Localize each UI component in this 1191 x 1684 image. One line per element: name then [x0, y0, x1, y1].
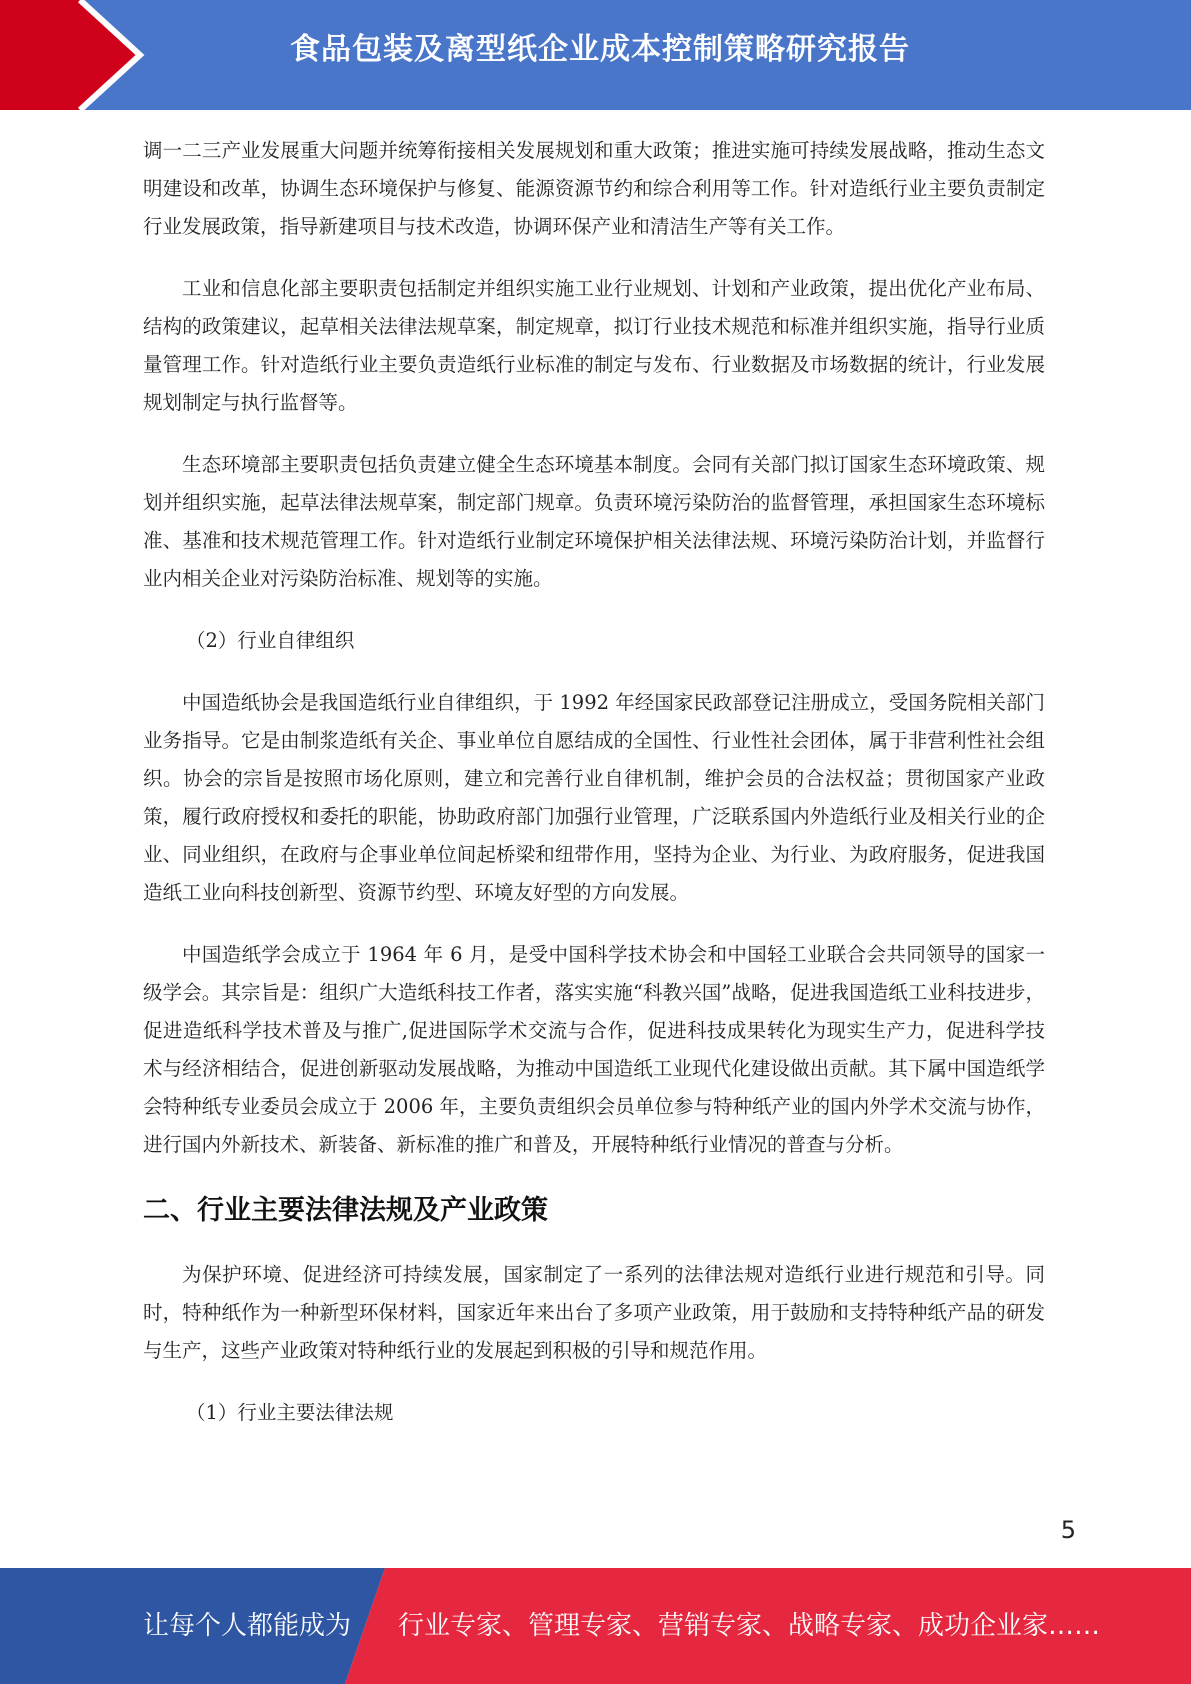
page-header	[0, 0, 1191, 110]
footer-slogan-left: 让每个人都能成为	[143, 1611, 352, 1641]
header-chevron-decoration	[0, 0, 160, 110]
footer-slogan-right: 行业专家、管理专家、营销专家、战略专家、成功企业家……	[398, 1611, 1101, 1641]
subheading-main-laws: （1）行业主要法律法规	[186, 1401, 394, 1424]
section-heading-laws-policies: 二、行业主要法律法规及产业政策	[143, 1195, 548, 1226]
paragraph-mee: 生态环境部主要职责包括负责建立健全生态环境基本制度。会同有关部门拟订国家生态环境政策、规划并组织实施，起草法律法规草案，制定部门规章。负责环境污染防治的监督管理，承担国家生态环境标准、基准和技术规范管理工作。针对造纸行业制定环境保护相关法律法规、环境污染防治计划，并监督行业内相关企业对污染防治标准、规划等的实施。	[143, 453, 1045, 590]
paragraph-paper-society: 中国造纸学会成立于 1964 年 6 月，是受中国科学技术协会和中国轻工业联合会共同领导的国家一级学会。其宗旨是：组织广大造纸科技工作者，落实实施“科教兴国”战略，促进我国造纸工业科技进步，促进造纸科学技术普及与推广,促进国际学术交流与合作，促进科技成果转化为现实生产力，促进科学技术与经济相结合，促进创新驱动发展战略，为推动中国造纸工业现代化建设做出贡献。其下属中国造纸学会特种纸专业委员会成立于 2006 年，主要负责组织会员单位参与特种纸产业的国内外学术交流与协作，进行国内外新技术、新装备、新标准的推广和普及，开展特种纸行业情况的普查与分析。	[143, 943, 1045, 1156]
page-number: 5	[1060, 1516, 1076, 1544]
subheading-self-regulatory-orgs: （2）行业自律组织	[186, 629, 355, 652]
document-body	[143, 132, 1045, 1456]
paragraph-ndrc: 调一二三产业发展重大问题并统筹衔接相关发展规划和重大政策；推进实施可持续发展战略，推动生态文明建设和改革，协调生态环境保护与修复、能源资源节约和综合利用等工作。针对造纸行业主要负责制定行业发展政策，指导新建项目与技术改造，协调环保产业和清洁生产等有关工作。	[143, 139, 1045, 238]
paragraph-miit: 工业和信息化部主要职责包括制定并组织实施工业行业规划、计划和产业政策，提出优化产业布局、结构的政策建议，起草相关法律法规草案，制定规章，拟订行业技术规范和标准并组织实施，指导行业质量管理工作。针对造纸行业主要负责造纸行业标准的制定与发布、行业数据及市场数据的统计，行业发展规划制定与执行监督等。	[143, 277, 1045, 414]
page-footer	[0, 1568, 1191, 1684]
paragraph-paper-association: 中国造纸协会是我国造纸行业自律组织，于 1992 年经国家民政部登记注册成立，受国务院相关部门业务指导。它是由制浆造纸有关企、事业单位自愿结成的全国性、行业性社会团体，属于非营利性社会组织。协会的宗旨是按照市场化原则，建立和完善行业自律机制，维护会员的合法权益；贯彻国家产业政策，履行政府授权和委托的职能，协助政府部门加强行业管理，广泛联系国内外造纸行业及相关行业的企业、同业组织，在政府与企事业单位间起桥梁和纽带作用，坚持为企业、为行业、为政府服务，促进我国造纸工业向科技创新型、资源节约型、环境友好型的方向发展。	[143, 691, 1045, 904]
report-title: 食品包装及离型纸企业成本控制策略研究报告	[290, 32, 910, 67]
paragraph-laws-intro: 为保护环境、促进经济可持续发展，国家制定了一系列的法律法规对造纸行业进行规范和引导。同时，特种纸作为一种新型环保材料，国家近年来出台了多项产业政策，用于鼓励和支持特种纸产品的研发与生产，这些产业政策对特种纸行业的发展起到积极的引导和规范作用。	[143, 1263, 1045, 1362]
